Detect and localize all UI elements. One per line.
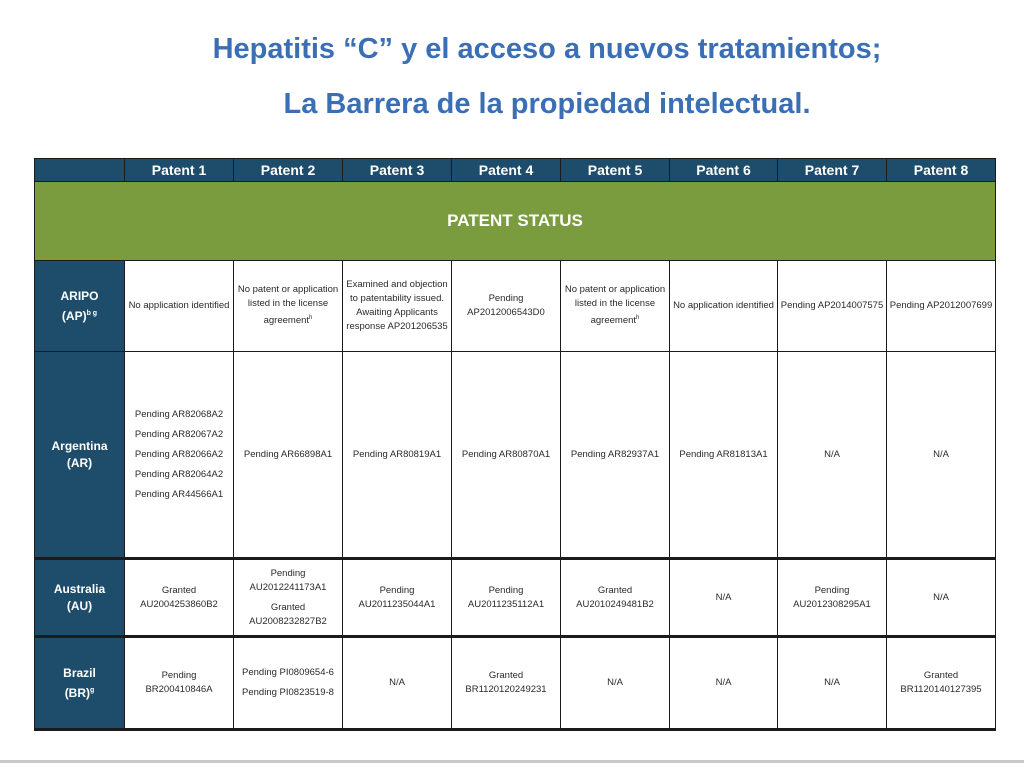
patent-entry-text: Examined and objection to patentability issued. Awaiting Applicants response AP201206535 (346, 279, 448, 332)
patent-entry-text: Pending AP2014007575 (780, 300, 884, 311)
patent-cell (452, 352, 561, 559)
patent-cell (778, 637, 887, 730)
patent-entry (672, 676, 775, 690)
patent-cell (561, 261, 670, 352)
patent-entry-text: Pending AR66898A1 (243, 448, 333, 460)
slide-title (0, 22, 1024, 132)
title-line-1: Hepatitis “C” y el acceso a nuevos tratamientos; (212, 33, 882, 65)
patent-entry-text: Pending AR82067A2 (134, 428, 224, 440)
patent-cell (234, 559, 343, 637)
patent-entry (236, 666, 340, 680)
header-patent-5: Patent 5 (561, 159, 670, 182)
patent-entry (563, 448, 667, 462)
patent-entry-text: Pending AU2012308295A1 (793, 584, 871, 610)
patent-entry-text: Pending AR81813A1 (679, 448, 768, 460)
country-name: Australia (53, 581, 106, 596)
patent-entry-text: Pending AU2011235112A1 (467, 584, 545, 610)
patent-cell (343, 559, 452, 637)
patent-entry (345, 584, 449, 612)
patent-cell (561, 637, 670, 730)
country-cell (35, 559, 125, 637)
patent-entry (345, 676, 449, 690)
header-patent-6: Patent 6 (670, 159, 778, 182)
country-footnote: g (90, 686, 95, 694)
patent-cell (887, 352, 996, 559)
patent-entry-text: Pending AR80819A1 (352, 448, 442, 460)
country-code: (BR) (64, 685, 91, 700)
patent-entry (454, 292, 558, 320)
patent-entry-text: Pending AR82064A2 (134, 468, 224, 480)
patent-entry (345, 448, 449, 462)
patent-entry-text: N/A (607, 677, 623, 688)
patent-entry (780, 299, 884, 313)
patent-entry (236, 601, 340, 629)
patent-cell (234, 261, 343, 352)
country-name: ARIPO (60, 288, 99, 303)
patent-entry (236, 448, 340, 462)
patent-entry-text: Pending AP2012007699 (889, 300, 993, 311)
table-body (35, 261, 996, 730)
patent-entry (780, 584, 884, 612)
country-name: Brazil (63, 665, 96, 680)
patent-cell (343, 352, 452, 559)
patent-entry-text: No application identified (128, 300, 230, 311)
patent-entry (127, 299, 231, 313)
patent-cell (561, 352, 670, 559)
country-cell (35, 261, 125, 352)
status-row (35, 182, 996, 261)
patent-entry-text: Pending AU2011235044A1 (358, 584, 436, 610)
header-row (35, 159, 996, 182)
patent-entry (454, 669, 558, 697)
patent-entry-text: Pending AR82937A1 (570, 448, 660, 460)
patent-entry (127, 448, 231, 462)
country-footnote: b g (86, 309, 98, 317)
patent-cell (887, 637, 996, 730)
country-code: (AP) (61, 308, 87, 323)
patent-entry-text: Pending AR82068A2 (134, 408, 224, 420)
table-row (35, 352, 996, 559)
patent-cell (887, 261, 996, 352)
patent-cell (452, 261, 561, 352)
patent-entry (454, 448, 558, 462)
bottom-divider (0, 760, 1024, 763)
patent-cell (343, 637, 452, 730)
patent-entry-text: N/A (715, 677, 732, 688)
patent-table (34, 158, 996, 731)
patent-entry (454, 584, 558, 612)
patent-entry-text: Pending PI0823519-8 (242, 687, 334, 698)
patent-entry (563, 584, 667, 612)
patent-cell (670, 637, 778, 730)
title-line-2: La Barrera de la propiedad intelectual. (283, 88, 811, 120)
patent-entry-text: Pending AR82066A2 (134, 448, 224, 460)
country-name: Argentina (51, 438, 108, 453)
patent-entry (672, 591, 775, 605)
patent-cell (778, 352, 887, 559)
patent-entry (127, 488, 231, 502)
header-patent-8: Patent 8 (887, 159, 996, 182)
patent-cell (670, 352, 778, 559)
patent-entry (236, 567, 340, 595)
patent-entry-text: N/A (933, 448, 949, 460)
patent-entry (889, 669, 993, 697)
patent-entry-text: Granted BR1120140127395 (900, 670, 982, 695)
patent-entry-text: Granted BR1120120249231 (465, 670, 547, 695)
patent-entry (127, 468, 231, 482)
patent-entry (236, 686, 340, 700)
patent-entry-text: N/A (389, 677, 405, 688)
header-corner (35, 159, 125, 182)
patent-cell (125, 637, 234, 730)
patent-entry (236, 283, 340, 328)
patent-cell (887, 559, 996, 637)
header-patent-7: Patent 7 (778, 159, 887, 182)
patent-entry-text: N/A (824, 448, 840, 460)
patent-cell (343, 261, 452, 352)
patent-entry-text: No patent or application listed in the license agreement (237, 284, 339, 327)
country-cell (35, 637, 125, 730)
table-row (35, 261, 996, 352)
patent-entry (780, 676, 884, 690)
patent-entry-text: Pending AP2012006543D0 (467, 293, 545, 318)
table-row (35, 559, 996, 637)
patent-entry-text: No application identified (673, 300, 774, 311)
patent-cell (452, 637, 561, 730)
table-row (35, 637, 996, 730)
patent-cell (234, 637, 343, 730)
country-cell (35, 352, 125, 559)
header-patent-4: Patent 4 (452, 159, 561, 182)
patent-entry-text: Granted AU2010249481B2 (576, 584, 654, 610)
country-code: (AU) (66, 598, 93, 613)
patent-entry-text: N/A (933, 591, 949, 603)
patent-entry-text: No patent or application listed in the license agreement (564, 284, 666, 327)
patent-entry-text: Granted AU2008232827B2 (249, 601, 327, 627)
patent-cell (778, 559, 887, 637)
patent-status-banner: PATENT STATUS (35, 182, 996, 261)
patent-entry (345, 278, 449, 334)
patent-entry (563, 676, 667, 690)
patent-entry (672, 448, 775, 462)
patent-entry (127, 669, 231, 697)
patent-entry (780, 448, 884, 462)
patent-cell (125, 352, 234, 559)
patent-entry (889, 591, 993, 605)
patent-entry-text: Granted AU2004253860B2 (140, 584, 218, 610)
patent-entry (672, 299, 775, 313)
patent-entry (127, 584, 231, 612)
patent-entry (889, 448, 993, 462)
patent-entry-text: N/A (715, 591, 732, 603)
patent-entry-text: Pending BR200410846A (145, 670, 213, 695)
country-code: (AR) (66, 455, 93, 470)
patent-entry (127, 408, 231, 422)
header-patent-3: Patent 3 (343, 159, 452, 182)
patent-cell (125, 559, 234, 637)
patent-entry-text: N/A (824, 677, 840, 688)
patent-cell (778, 261, 887, 352)
patent-cell (670, 261, 778, 352)
patent-entry-text: Pending PI0809654-6 (242, 667, 334, 678)
entry-footnote: h (309, 315, 313, 322)
patent-entry (127, 428, 231, 442)
header-patent-1: Patent 1 (125, 159, 234, 182)
patent-entry-text: Pending AU2012241173A1 (249, 567, 327, 593)
patent-cell (125, 261, 234, 352)
patent-entry (563, 283, 667, 328)
patent-cell (452, 559, 561, 637)
entry-footnote: h (636, 315, 640, 322)
patent-entry (889, 299, 993, 313)
patent-cell (670, 559, 778, 637)
patent-cell (561, 559, 670, 637)
header-patent-2: Patent 2 (234, 159, 343, 182)
patent-entry-text: Pending AR80870A1 (461, 448, 551, 460)
patent-cell (234, 352, 343, 559)
patent-entry-text: Pending AR44566A1 (134, 488, 224, 500)
